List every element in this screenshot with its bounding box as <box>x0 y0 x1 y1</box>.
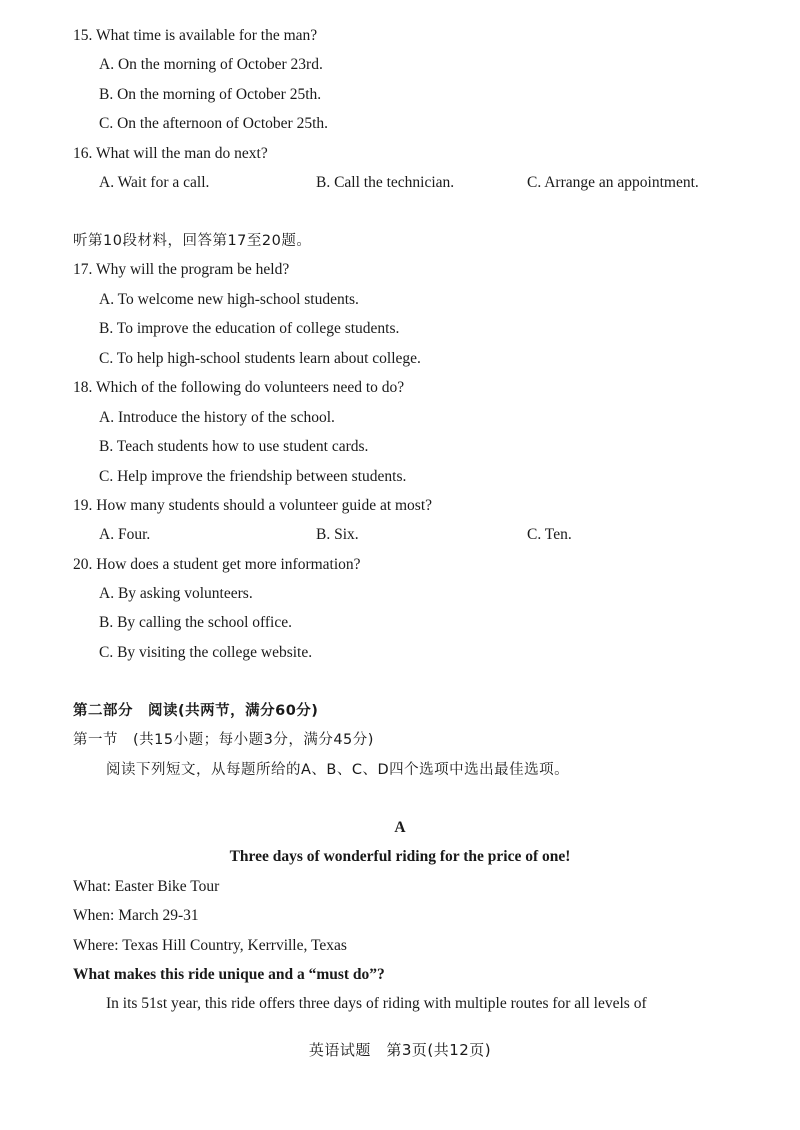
passage-letter: A <box>394 819 406 836</box>
q19-stem: 19. How many students should a volunteer guide at most? <box>73 497 433 514</box>
q16-option-b: B. Call the technician. <box>316 174 455 191</box>
q20-option-a: A. By asking volunteers. <box>99 585 253 602</box>
reading-instructions: 阅读下列短文，从每题所给的A、B、C、D四个选项中选出最佳选项。 <box>106 762 570 778</box>
q18-option-a: A. Introduce the history of the school. <box>99 409 335 426</box>
q19-option-b: B. Six. <box>316 526 359 543</box>
q16-option-c: C. Arrange an appointment. <box>527 174 699 191</box>
q20-stem: 20. How does a student get more information? <box>73 556 361 573</box>
q17-option-b: B. To improve the education of college students. <box>99 320 400 337</box>
page-footer: 英语试题 第3页(共12页) <box>308 1041 492 1059</box>
passage-subheading: What makes this ride unique and a “must do”? <box>73 966 385 983</box>
section1-title: 第一节 (共15小题；每小题3分，满分45分) <box>73 732 374 748</box>
q19-option-a: A. Four. <box>99 526 151 543</box>
q17-option-c: C. To help high-school students learn about college. <box>99 350 421 367</box>
part2-title: 第二部分 阅读(共两节，满分60分) <box>73 703 319 719</box>
q15-option-b: B. On the morning of October 25th. <box>99 86 322 103</box>
q16-stem: 16. What will the man do next? <box>73 145 268 162</box>
q20-option-b: B. By calling the school office. <box>99 614 292 631</box>
passage-title: Three days of wonderful riding for the price of one! <box>229 848 571 865</box>
q20-option-c: C. By visiting the college website. <box>99 644 313 661</box>
section-intro: 听第10段材料，回答第17至20题。 <box>73 233 312 249</box>
passage-paragraph: In its 51st year, this ride offers three days of riding with multiple routes for all levels of <box>106 995 647 1012</box>
q19-option-c: C. Ten. <box>527 526 572 543</box>
q18-option-b: B. Teach students how to use student cards. <box>99 438 369 455</box>
q17-option-a: A. To welcome new high-school students. <box>99 291 359 308</box>
q18-stem: 18. Which of the following do volunteers need to do? <box>73 379 405 396</box>
passage-when: When: March 29-31 <box>73 907 199 924</box>
passage-what: What: Easter Bike Tour <box>73 878 220 895</box>
q15-option-c: C. On the afternoon of October 25th. <box>99 115 328 132</box>
q18-option-c: C. Help improve the friendship between students. <box>99 468 407 485</box>
q15-option-a: A. On the morning of October 23rd. <box>99 56 323 73</box>
q15-stem: 15. What time is available for the man? <box>73 27 318 44</box>
q17-stem: 17. Why will the program be held? <box>73 261 290 278</box>
passage-where: Where: Texas Hill Country, Kerrville, Texas <box>73 937 347 954</box>
q16-option-a: A. Wait for a call. <box>99 174 210 191</box>
